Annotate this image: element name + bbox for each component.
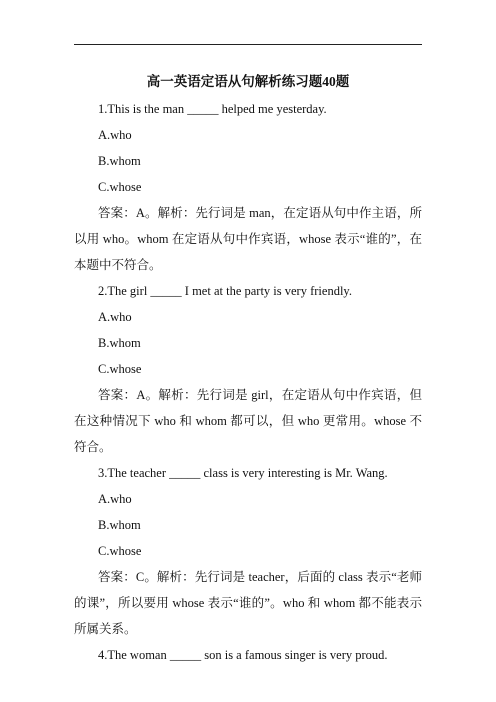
header-rule xyxy=(74,44,422,45)
answer-explanation: 答案：A。解析：先行词是 man，在定语从句中作主语，所以用 who。whom 在定语从句中作宾语，whose 表示“谁的”，在本题中不符合。 xyxy=(74,206,422,272)
option-a: A.who xyxy=(98,492,132,506)
question-stem: 3.The teacher _____ class is very interesting is Mr. Wang. xyxy=(98,466,388,480)
option-a: A.who xyxy=(98,128,132,142)
question-stem: 2.The girl _____ I met at the party is very friendly. xyxy=(98,284,352,298)
option-c: C.whose xyxy=(98,180,142,194)
question-stem: 4.The woman _____ son is a famous singer is very proud. xyxy=(98,648,388,662)
option-c: C.whose xyxy=(98,362,142,376)
question-4 xyxy=(74,642,422,668)
question-3 xyxy=(74,460,422,642)
option-c: C.whose xyxy=(98,544,142,558)
question-1 xyxy=(74,96,422,278)
option-b: B.whom xyxy=(98,518,141,532)
question-stem: 1.This is the man _____ helped me yesterday. xyxy=(98,102,327,116)
question-list xyxy=(74,96,422,668)
answer-explanation: 答案：C。解析：先行词是 teacher，后面的 class 表示“老师的课”，所以要用 whose 表示“谁的”。who 和 whom 都不能表示所属关系。 xyxy=(74,570,422,636)
option-b: B.whom xyxy=(98,154,141,168)
page-title: 高一英语定语从句解析练习题40题 xyxy=(146,74,350,89)
answer-explanation: 答案：A。解析：先行词是 girl，在定语从句中作宾语，但在这种情况下 who 和 whom 都可以，但 who 更常用。whose 不符合。 xyxy=(74,388,422,454)
question-2 xyxy=(74,278,422,460)
option-b: B.whom xyxy=(98,336,141,350)
option-a: A.who xyxy=(98,310,132,324)
